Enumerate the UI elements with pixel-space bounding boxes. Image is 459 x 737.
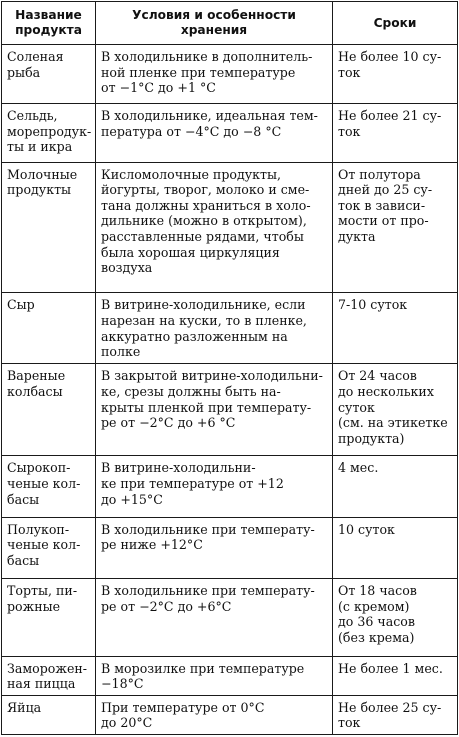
cell-line: В морозилке при температуре [101,660,305,676]
cell-line: рожные [7,598,61,614]
cell-line: мости от про- [338,213,429,229]
cell-line: −18°С [101,676,144,692]
cell-line: морепродук- [7,123,92,139]
product-cell [2,162,96,293]
cell-line: Не более 21 су- [338,108,442,124]
cell-line: полке [101,344,141,360]
table-row [2,45,458,104]
terms-cell [333,45,458,104]
cell-line: Полукоп- [7,521,70,537]
cell-line: ты и икра [7,139,73,155]
cell-line: до нескольких [338,384,434,399]
cell-line: При температуре от 0°С [101,699,265,715]
cell-line: Сырокоп- [7,460,71,476]
cell-line: до 20°С [101,715,153,731]
table-row [2,579,458,657]
cell-line: ток в зависи- [338,197,426,213]
terms-cell [333,695,458,734]
terms-cell [333,293,458,364]
cell-line: воздуха [101,260,153,276]
conditions-cell [96,162,333,293]
cell-line: ре от −2°С до +6 °С [101,415,236,431]
cell-line: ной пленке при температуре [101,64,296,80]
cell-line: до +15°С [101,491,163,507]
table-row [2,517,458,578]
cell-line: Молочные [7,166,78,182]
cell-line: Кисломолочные продукты, [101,166,282,182]
cell-line: была хорошая циркуляция [101,244,280,260]
cell-line: Соленая [7,49,64,64]
table-row [2,293,458,364]
product-cell [2,45,96,104]
cell-line: ре от −2°С до +6°С [101,598,232,614]
cell-line: до 36 часов [338,614,415,630]
cell-line: Торты, пи- [7,583,78,599]
cell-line: ток [338,64,361,80]
cell-line: (см. на этикетке [338,415,448,431]
cell-line: аккуратно разложенным на [101,328,288,344]
cell-line: ке при температуре от +12 [101,476,284,492]
cell-line: В холодильнике при температу- [101,583,315,599]
cell-line: ке, срезы должны быть на- [101,384,281,399]
product-cell [2,656,96,695]
product-cell [2,695,96,734]
cell-line: Не более 1 мес. [338,660,443,676]
cell-line: Сельдь, [7,108,58,124]
terms-cell [333,162,458,293]
cell-line: (без крема) [338,629,415,645]
cell-line: 10 суток [338,521,395,537]
cell-line: В холодильнике при температу- [101,521,315,537]
cell-line: колбасы [7,384,63,399]
cell-line: пература от −4°С до −8 °С [101,123,282,139]
header-conditions [96,2,333,45]
cell-line: От 24 часов [338,368,417,384]
product-cell [2,364,96,456]
conditions-cell [96,293,333,364]
storage-table [1,1,458,735]
product-cell [2,293,96,364]
cell-line: В холодильнике в дополнитель- [101,49,313,64]
cell-line: В закрытой витрине-холодильни- [101,368,323,384]
cell-line: суток [338,399,375,415]
header-product [2,2,96,45]
cell-line: басы [7,552,40,568]
terms-cell [333,579,458,657]
conditions-cell [96,456,333,517]
terms-cell [333,456,458,517]
cell-line: от −1°С до +1 °С [101,80,216,96]
cell-line: ченые кол- [7,476,81,492]
terms-cell [333,104,458,162]
cell-line: ток [338,715,361,731]
cell-line: Условия и особенности [132,8,296,22]
table-row [2,456,458,517]
cell-line: Название [15,8,82,22]
cell-line: ченые кол- [7,537,81,553]
terms-cell [333,656,458,695]
product-cell [2,456,96,517]
terms-cell [333,517,458,578]
cell-line: продукта) [338,430,405,446]
cell-line: нарезан на куски, то в пленке, [101,313,307,329]
cell-line: йогурты, творог, молоко и сме- [101,182,310,198]
cell-line: дукта [338,228,376,244]
header-row [2,2,458,45]
conditions-cell [96,579,333,657]
cell-line: тана должны храниться в холо- [101,197,311,213]
conditions-cell [96,517,333,578]
conditions-cell [96,104,333,162]
cell-line: продукты [7,182,72,198]
cell-line: рыба [7,64,41,80]
cell-line: дильнике (можно в открытом), [101,213,307,229]
table-row [2,162,458,293]
product-cell [2,104,96,162]
table-row [2,364,458,456]
cell-line: (с кремом) [338,598,410,614]
cell-line: хранения [180,23,248,37]
conditions-cell [96,656,333,695]
cell-line: Не более 10 су- [338,49,442,64]
terms-cell [333,364,458,456]
cell-line: В холодильнике, идеальная тем- [101,108,318,124]
cell-line: продукта [15,23,82,37]
cell-line: Заморожен- [7,660,88,676]
cell-line: Не более 25 су- [338,699,442,715]
header-terms [333,2,458,45]
cell-line: ре ниже +12°С [101,537,203,553]
cell-line: В витрине-холодильни- [101,460,256,476]
cell-line: Сыр [7,297,35,313]
cell-line: Яйца [7,699,42,715]
conditions-cell [96,364,333,456]
table-row [2,104,458,162]
cell-line: ная пицца [7,676,76,692]
conditions-cell [96,45,333,104]
cell-line: басы [7,491,40,507]
cell-line: крыты пленкой при температу- [101,399,312,415]
cell-line: ток [338,123,361,139]
cell-line: дней до 25 су- [338,182,433,198]
cell-line: От 18 часов [338,583,417,599]
cell-line: От полутора [338,166,421,182]
product-cell [2,517,96,578]
cell-line: 4 мес. [338,460,379,476]
cell-line: 7-10 суток [338,297,408,313]
cell-line: расставленные рядами, чтобы [101,228,304,244]
table-row [2,695,458,734]
conditions-cell [96,695,333,734]
cell-line: Вареные [7,368,66,384]
table-row [2,656,458,695]
cell-line: Сроки [373,15,417,30]
product-cell [2,579,96,657]
cell-line: В витрине-холодильнике, если [101,297,306,313]
